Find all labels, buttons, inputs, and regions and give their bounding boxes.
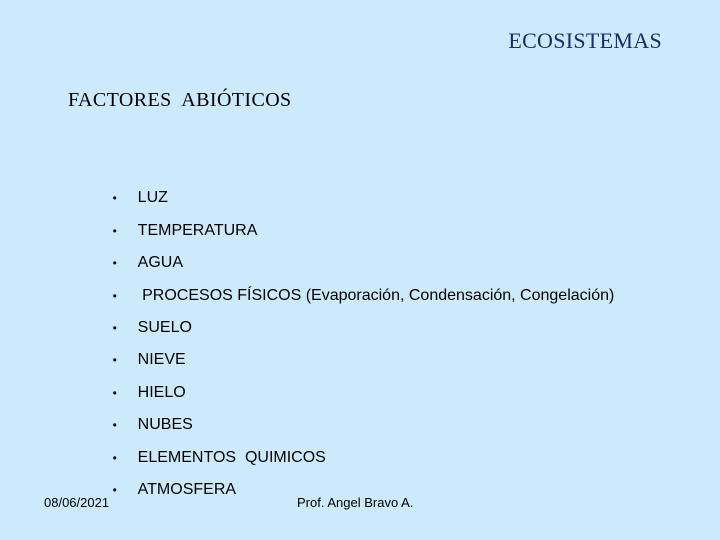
bullet-item bbox=[86, 360, 186, 401]
bullet-marker: • bbox=[112, 451, 117, 465]
bullet-marker: • bbox=[112, 386, 117, 400]
slide-title bbox=[0, 28, 662, 54]
bullet-marker: • bbox=[112, 353, 117, 367]
bullet-marker: • bbox=[112, 191, 117, 205]
bullet-text: LUZ bbox=[137, 189, 168, 206]
bullet-item bbox=[86, 230, 184, 271]
bullet-text: NIEVE bbox=[137, 351, 186, 368]
bullet-item bbox=[86, 327, 186, 368]
bullet-item bbox=[86, 165, 168, 206]
bullet-item bbox=[86, 457, 237, 498]
bullet-text: NUBES bbox=[137, 416, 193, 433]
bullet-item bbox=[86, 198, 258, 239]
bullet-item bbox=[86, 263, 615, 304]
bullet-text: HIELO bbox=[137, 384, 186, 401]
slide-title-text: ECOSISTEMAS bbox=[508, 28, 662, 53]
bullet-item bbox=[86, 425, 326, 466]
bullet-text: ELEMENTOS QUIMICOS bbox=[137, 449, 326, 466]
bullet-marker: • bbox=[112, 224, 117, 238]
bullet-marker: • bbox=[112, 483, 117, 497]
bullet-text: PROCESOS FÍSICOS (Evaporación, Condensación, Congelación) bbox=[137, 287, 615, 304]
bullet-text: AGUA bbox=[137, 254, 184, 271]
bullet-text: ATMOSFERA bbox=[137, 481, 237, 498]
footer-author: Prof. Angel Bravo A. bbox=[297, 495, 414, 510]
slide-subtitle: FACTORES ABIÓTICOS bbox=[68, 89, 292, 111]
bullet-item bbox=[86, 392, 193, 433]
bullet-marker: • bbox=[112, 289, 117, 303]
bullet-item bbox=[86, 295, 192, 336]
footer-date: 08/06/2021 bbox=[44, 495, 110, 510]
bullet-text: TEMPERATURA bbox=[137, 222, 258, 239]
bullet-marker: • bbox=[112, 321, 117, 335]
bullet-marker: • bbox=[112, 256, 117, 270]
bullet-text: SUELO bbox=[137, 319, 192, 336]
bullet-marker: • bbox=[112, 418, 117, 432]
